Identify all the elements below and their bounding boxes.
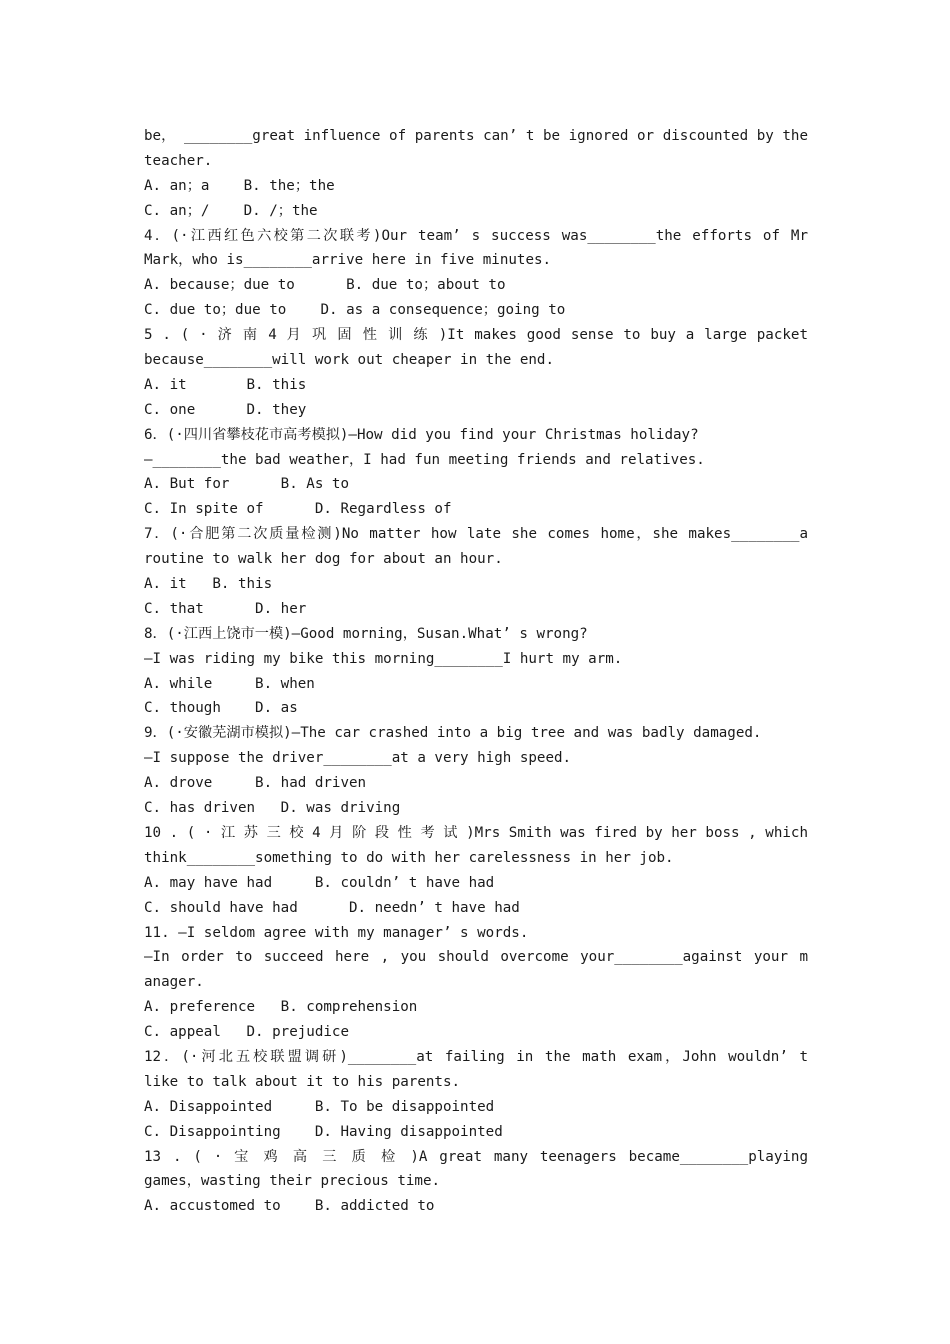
text-line: anager. — [144, 974, 204, 991]
text-line: 13 . ( · 宝 鸡 高 三 质 检 )A great many teenagers became________playing — [144, 1148, 808, 1165]
text-line: Mark，who is________arrive here in five minutes. — [144, 252, 552, 269]
text-line: 11. —I seldom agree with my manager’ s words. — [144, 924, 529, 941]
text-line: 9．(·安徽芜湖市模拟)—The car crashed into a big tree and was badly damaged. — [144, 725, 762, 742]
text-line: A. it B. this — [144, 576, 273, 593]
text-line: 5 . ( · 济 南 4 月 巩 固 性 训 练 )It makes good sense to buy a large packet — [144, 327, 808, 344]
text-line: be， ________great influence of parents can’ t be ignored or discounted by the — [144, 128, 808, 144]
text-line: games，wasting their precious time. — [144, 1173, 441, 1190]
text-line: A. drove B. had driven — [144, 775, 367, 792]
text-line: like to talk about it to his parents. — [144, 1073, 461, 1090]
text-line: 6．(·四川省攀枝花市高考模拟)—How did you find your Christmas holiday? — [144, 426, 699, 443]
text-line: —I suppose the driver________at a very high speed. — [144, 750, 572, 767]
text-line: —________the bad weather，I had fun meeting friends and relatives. — [144, 451, 705, 468]
text-line: teacher. — [144, 152, 213, 169]
text-line: C. that D. her — [144, 600, 307, 617]
document-body — [144, 124, 808, 1219]
text-line: A. an；a B. the；the — [144, 177, 335, 194]
text-line: C. should have had D. needn’ t have had — [144, 899, 520, 916]
text-line: 10 . ( · 江 苏 三 校 4 月 阶 段 性 考 试 )Mrs Smith was fired by her boss , which — [144, 824, 808, 841]
text-line: C. Disappointing D. Having disappointed — [144, 1123, 503, 1140]
text-line: routine to walk her dog for about an hour. — [144, 551, 503, 568]
text-line: —In order to succeed here , you should overcome your________against your m — [144, 949, 808, 966]
text-line: A. while B. when — [144, 675, 315, 692]
text-line: 7．(·合肥第二次质量检测)No matter how late she comes home，she makes________a — [144, 526, 808, 543]
text-line: A. it B. this — [144, 376, 307, 393]
text-line: think________something to do with her carelessness in her job. — [144, 849, 674, 866]
text-line: C. appeal D. prejudice — [144, 1024, 349, 1041]
text-line: A. preference B. comprehension — [144, 999, 418, 1016]
text-line: A. Disappointed B. To be disappointed — [144, 1098, 495, 1115]
text-line: C. though D. as — [144, 700, 298, 717]
text-line: —I was riding my bike this morning________I hurt my arm. — [144, 650, 623, 667]
text-line: A. accustomed to B. addicted to — [144, 1198, 435, 1215]
text-line: A. may have had B. couldn’ t have had — [144, 874, 495, 891]
text-line: A. because；due to B. due to；about to — [144, 277, 506, 294]
text-line: C. In spite of D. Regardless of — [144, 501, 452, 518]
text-line: C. an；/ D. /；the — [144, 202, 318, 219]
text-line: because________will work out cheaper in the end. — [144, 352, 554, 369]
text-line: 4．(·江西红色六校第二次联考)Our team’ s success was________the efforts of Mr — [144, 227, 808, 244]
text-line: C. due to；due to D. as a consequence；going to — [144, 302, 566, 319]
text-line: C. has driven D. was driving — [144, 800, 401, 817]
text-line: 12．(·河北五校联盟调研)________at failing in the math exam，John wouldn’ t — [144, 1048, 808, 1065]
text-line: A. But for B. As to — [144, 476, 349, 493]
text-line: 8．(·江西上饶市一模)—Good morning，Susan.What’ s wrong? — [144, 625, 588, 642]
text-line: C. one D. they — [144, 401, 307, 418]
